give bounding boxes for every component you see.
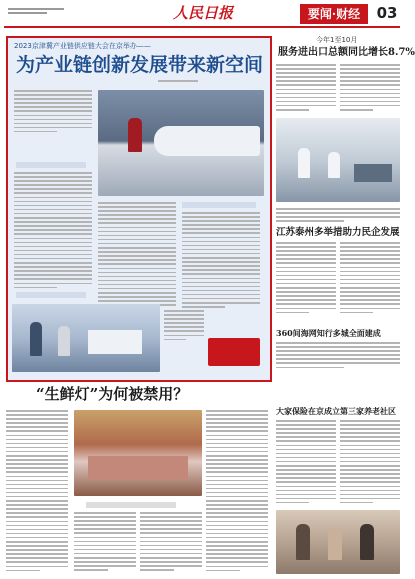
- fresh-light-column: [6, 410, 68, 574]
- masthead: [0, 0, 404, 30]
- taizhou-article: [276, 226, 400, 324]
- dateline: [8, 8, 64, 18]
- factory-photo: [276, 118, 400, 202]
- insurance-column: [276, 420, 336, 506]
- taizhou-headline: 江苏泰州多举措助力民企发展: [276, 227, 400, 238]
- network-headline: 360间海网知行多城全面建成: [276, 328, 381, 338]
- resident-figure: [360, 524, 374, 560]
- taizhou-column: [276, 242, 336, 316]
- worker-figure: [298, 148, 310, 178]
- section-subhead-1: [16, 162, 86, 168]
- trade-kicker: 今年1至10月: [316, 36, 358, 44]
- right-caption: [276, 208, 400, 224]
- elderly-care-photo: [276, 510, 400, 574]
- insurance-article: [276, 406, 400, 576]
- section-label: 要闻·财经: [300, 4, 368, 24]
- feature-column: [14, 172, 92, 291]
- worker-figure: [328, 152, 340, 178]
- network-column: [276, 342, 400, 371]
- feature-kicker: 2023京津冀产业链供应链大会在京举办——: [14, 42, 151, 50]
- resident-figure: [296, 524, 310, 560]
- display-booth: [88, 330, 142, 354]
- masthead-rule: [4, 26, 400, 28]
- feature-byline: [158, 80, 198, 84]
- taizhou-column: [340, 242, 400, 316]
- fresh-light-headline: “生鲜灯”为何被禁用？: [36, 385, 189, 403]
- resident-figure: [328, 528, 342, 560]
- insurance-headline: 大家保险在京成立第三家养老社区: [276, 406, 396, 416]
- feature-column: [14, 90, 92, 135]
- photo-caption: [164, 310, 204, 343]
- fresh-light-column: [74, 512, 136, 573]
- train-car: [154, 126, 260, 156]
- page-number: 03: [376, 4, 398, 22]
- figure-in-red-coat: [128, 118, 142, 152]
- fresh-light-column: [140, 512, 202, 573]
- section-subhead-3: [16, 292, 86, 298]
- visitor-figure: [30, 322, 42, 356]
- trade-column: [340, 64, 400, 113]
- fresh-light-article: [6, 384, 272, 576]
- meat-market-photo: [74, 410, 202, 496]
- trade-article: [276, 36, 415, 204]
- feature-headline: 为产业链创新发展带来新空间: [16, 54, 264, 76]
- newspaper-logo: 人民日报: [172, 4, 233, 22]
- machine: [354, 164, 392, 182]
- fresh-light-column: [206, 410, 268, 574]
- meat-counter: [88, 456, 188, 480]
- insurance-column: [340, 420, 400, 506]
- section-subhead-2: [182, 202, 256, 208]
- section-logo: [208, 338, 260, 366]
- visitor-figure: [58, 326, 70, 356]
- network-article: [276, 328, 400, 372]
- exhibition-photo: [12, 304, 160, 372]
- trade-column: [276, 64, 336, 113]
- feature-article: [6, 36, 272, 382]
- feature-column: [182, 212, 260, 310]
- feature-column: [98, 202, 176, 313]
- fresh-light-subhead: [86, 502, 176, 508]
- train-photo: [98, 90, 264, 196]
- trade-headline: 服务进出口总额同比增长8.7%: [278, 47, 415, 58]
